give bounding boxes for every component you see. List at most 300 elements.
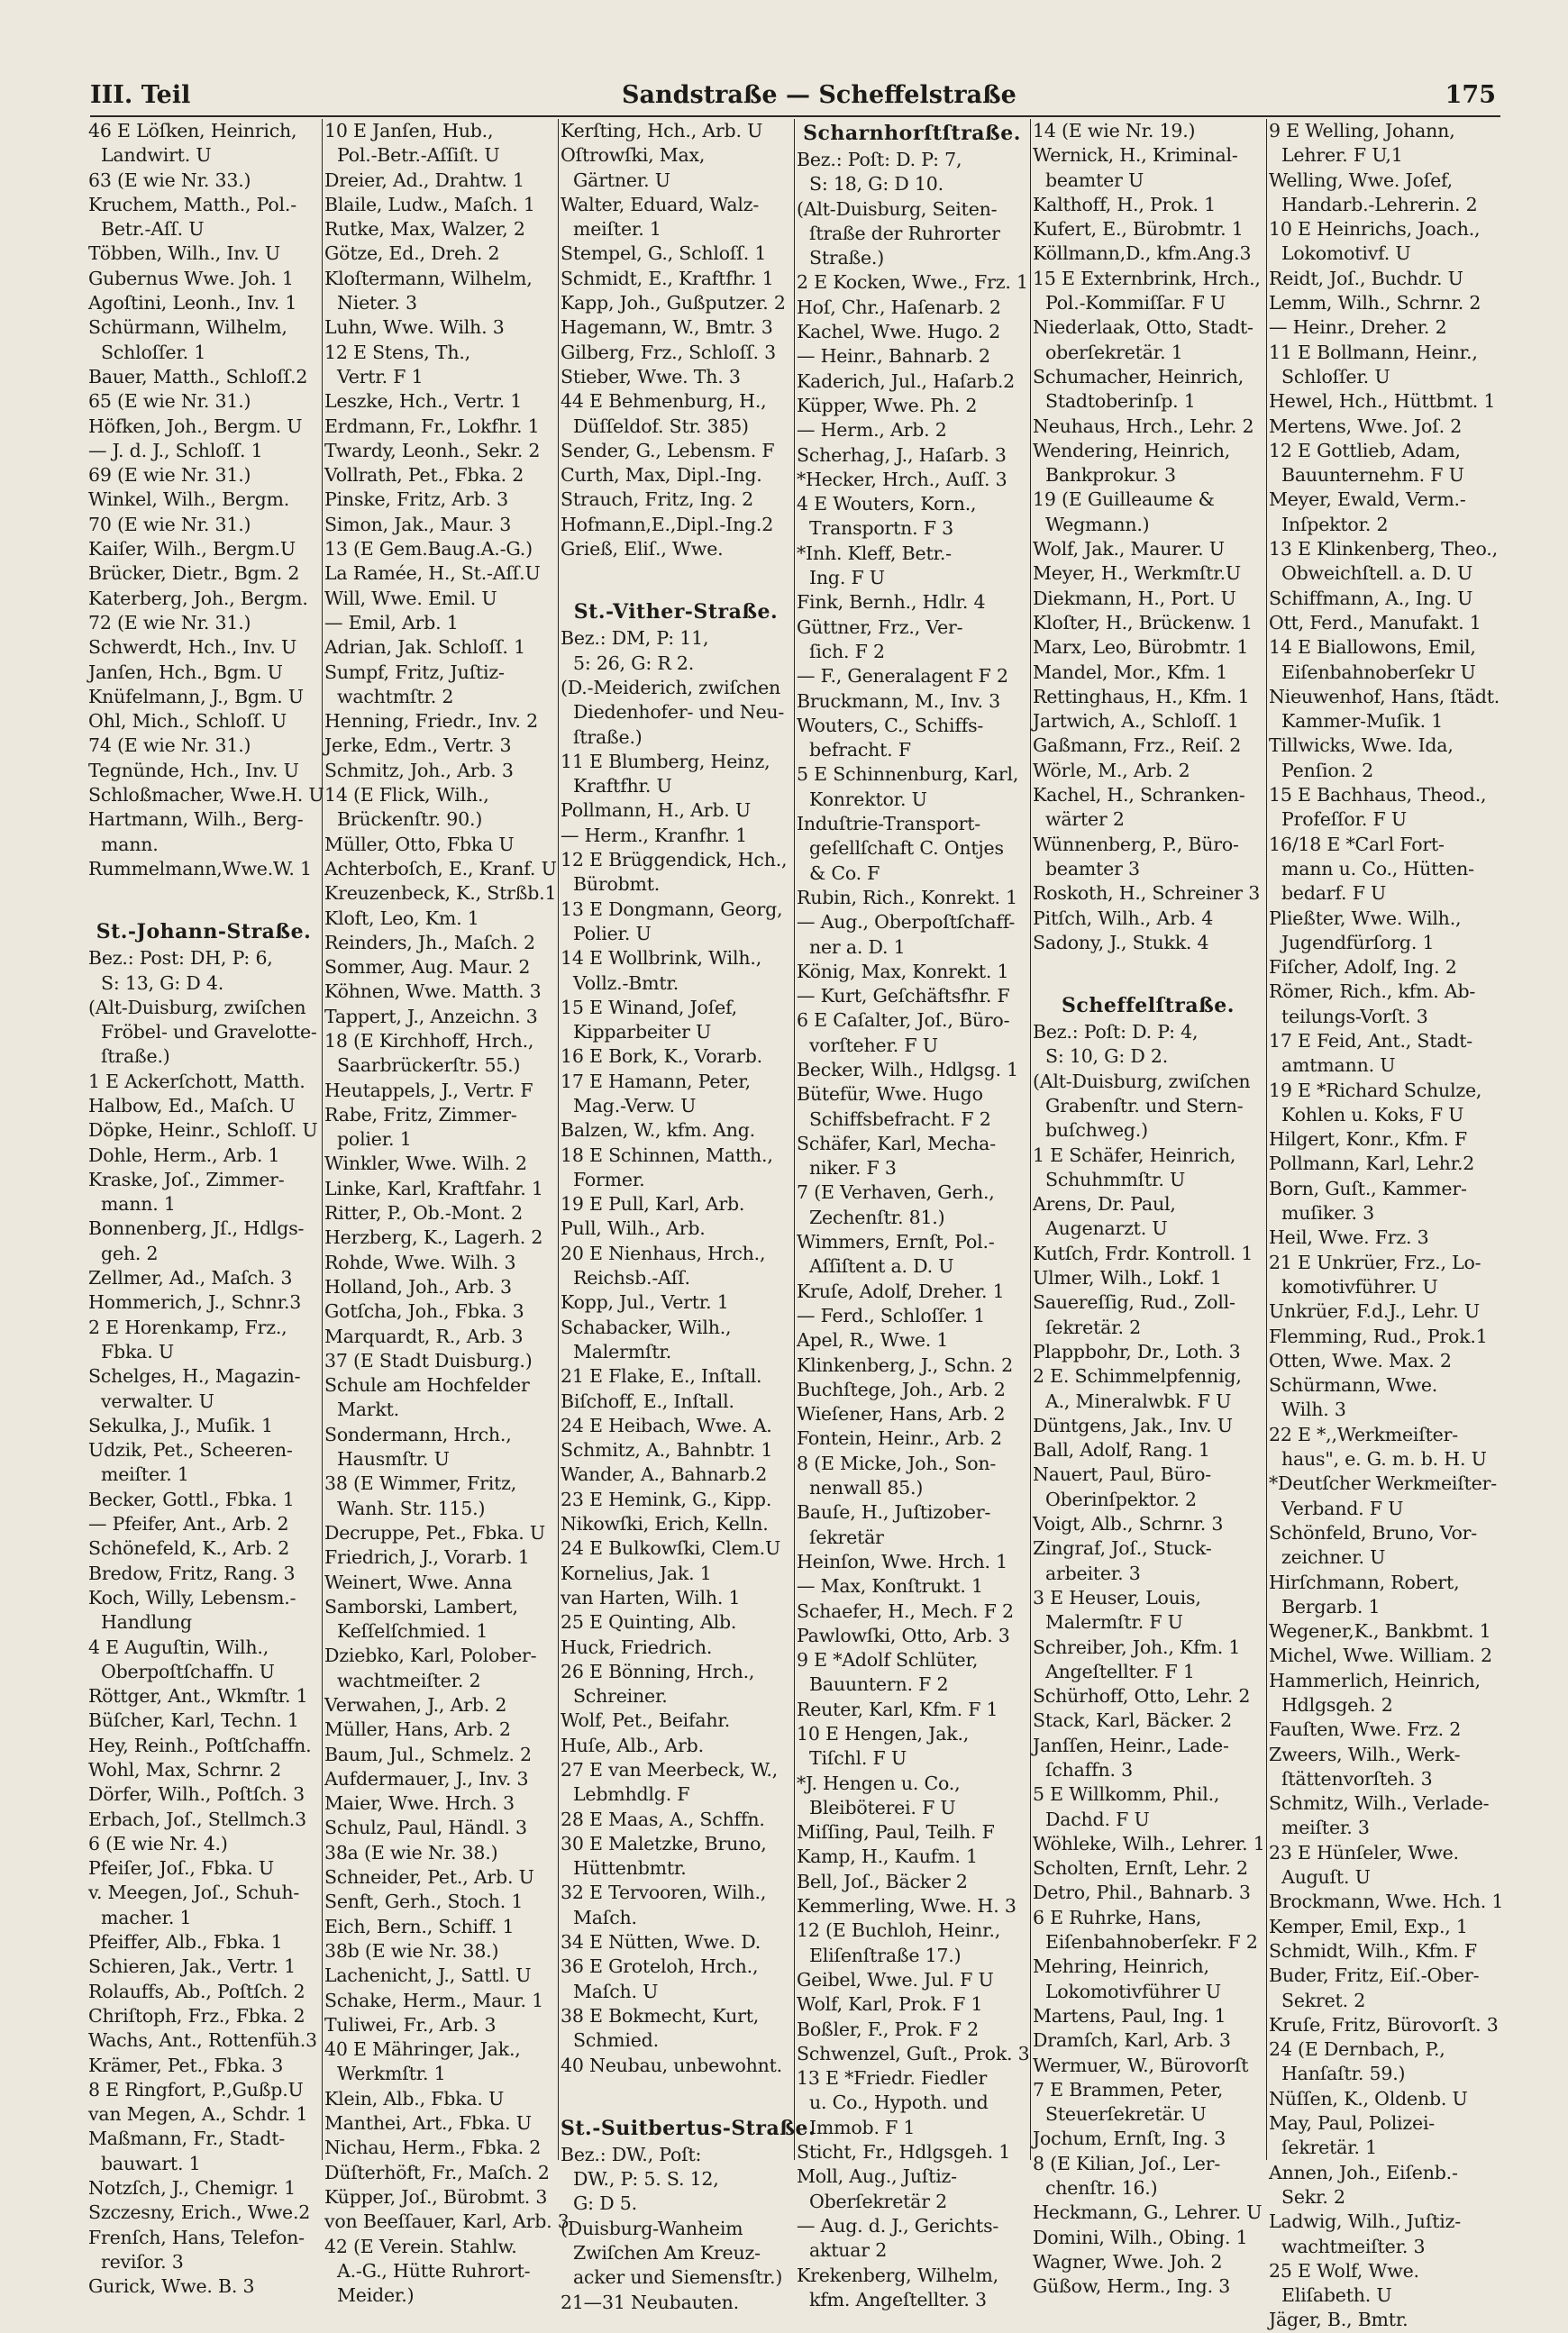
directory-entry: Lemm, Wilh., Schrnr. 2 bbox=[1269, 292, 1481, 314]
directory-entry: Kerſting, Hch., Arb. U bbox=[561, 120, 763, 141]
directory-entry: 12 E Brüggendick, Hch., bbox=[561, 849, 788, 871]
column-6 bbox=[1267, 119, 1504, 2331]
entry-continuation: ſtraße.) bbox=[573, 725, 643, 748]
directory-entry: Düntgens, Jak., Inv. U bbox=[1033, 1414, 1233, 1436]
entry-continuation: Handlung bbox=[101, 1611, 192, 1634]
directory-entry: Schwenzel, Guſt., Prok. 3 bbox=[797, 2042, 1030, 2064]
column-2 bbox=[323, 119, 570, 2307]
entry-continuation: Bankprokur. 3 bbox=[1045, 464, 1176, 487]
directory-entry: (Alt-Duisburg, Seiten- bbox=[797, 197, 998, 220]
entry-continuation: DW., P: 5. S. 12, bbox=[573, 2168, 719, 2191]
entry-continuation: Auguſt. U bbox=[1281, 1866, 1371, 1889]
directory-entry: 17 E Hamann, Peter, bbox=[561, 1070, 751, 1092]
directory-entry: Sondermann, Hrch., bbox=[324, 1423, 512, 1445]
entry-continuation: Maſch. U bbox=[573, 1980, 659, 2002]
directory-entry: 17 E Feid, Ant., Stadt- bbox=[1269, 1029, 1473, 1052]
directory-entry: Bez.: Post: DH, P: 6, bbox=[88, 947, 273, 970]
directory-entry: 12 E Gottlieb, Adam, bbox=[1269, 439, 1461, 461]
directory-entry: Hartmann, Wilh., Berg- bbox=[88, 808, 304, 831]
entry-continuation: Brückenſtr. 90.) bbox=[337, 808, 483, 831]
directory-entry: Dziebko, Karl, Polober- bbox=[324, 1645, 537, 1667]
entry-continuation: Schmied. bbox=[573, 2029, 659, 2052]
directory-entry: Tillwicks, Wwe. Ida, bbox=[1269, 734, 1454, 757]
entry-continuation: Penſion. 2 bbox=[1281, 759, 1373, 781]
entry-continuation: Oberſekretär 2 bbox=[809, 2190, 947, 2212]
entry-continuation: Hanſaſtr. 59.) bbox=[1281, 2063, 1406, 2085]
directory-entry: 30 E Maletzke, Bruno, bbox=[561, 1832, 767, 1855]
directory-entry: Wimmers, Ernſt, Pol.- bbox=[797, 1231, 995, 1253]
entry-continuation: Transportn. F 3 bbox=[809, 517, 953, 540]
directory-entry: Friedrich, J., Vorarb. 1 bbox=[324, 1546, 530, 1569]
directory-entry: 14 E Biallowons, Emil, bbox=[1269, 636, 1476, 659]
entry-continuation: Malermſtr. bbox=[573, 1340, 672, 1362]
directory-entry: Köllmann,D., kfm.Ang.3 bbox=[1033, 242, 1252, 265]
entry-continuation: ſekretär. 2 bbox=[1045, 1316, 1141, 1338]
directory-entry: Schmitz, Joh., Arb. 3 bbox=[324, 759, 514, 781]
entry-continuation: nenwall 85.) bbox=[809, 1477, 924, 1499]
entry-continuation: Eiſenbahnoberſekr U bbox=[1281, 661, 1476, 683]
directory-entry: 11 E Blumberg, Heinz, bbox=[561, 750, 770, 772]
entry-continuation: S: 13, G: D 4. bbox=[101, 971, 224, 994]
directory-entry: Szczesny, Erich., Wwe.2 bbox=[88, 2201, 311, 2224]
directory-entry: Fauſten, Wwe. Frz. 2 bbox=[1269, 1718, 1462, 1741]
directory-entry: Rutke, Max, Walzer, 2 bbox=[324, 218, 525, 241]
entry-continuation: Dachd. F U bbox=[1045, 1808, 1150, 1830]
directory-entry: — Heinr., Dreher. 2 bbox=[1269, 316, 1447, 339]
entry-continuation: Tiſchl. F U bbox=[809, 1747, 907, 1770]
directory-entry: Sadony, J., Stukk. 4 bbox=[1033, 931, 1209, 953]
entry-continuation: Werkmſtr. 1 bbox=[337, 2063, 446, 2085]
directory-entry: Zingraf, Joſ., Stuck- bbox=[1033, 1537, 1212, 1560]
entry-continuation: teilungs-Vorſt. 3 bbox=[1281, 1005, 1428, 1027]
directory-entry: Kutſch, Frdr. Kontroll. 1 bbox=[1033, 1242, 1253, 1264]
directory-entry: Blaile, Ludw., Maſch. 1 bbox=[324, 193, 535, 215]
entry-continuation: Kammer-Muſik. 1 bbox=[1281, 710, 1444, 733]
directory-entry: Wernick, H., Kriminal- bbox=[1033, 144, 1238, 167]
directory-entry: Grieß, Eliſ., Wwe. bbox=[561, 538, 724, 560]
directory-entry: 10 E Janſen, Hub., bbox=[324, 120, 494, 141]
directory-entry: 9 E *Adolf Schlüter, bbox=[797, 1649, 979, 1672]
entry-continuation: Wilh. 3 bbox=[1281, 1399, 1346, 1421]
directory-entry: 19 E *Richard Schulze, bbox=[1269, 1079, 1482, 1101]
directory-entry: Güßow, Herm., Ing. 3 bbox=[1033, 2275, 1231, 2298]
column-5 bbox=[1031, 119, 1267, 2298]
directory-entry: Nieuwenhof, Hans, ſtädt. bbox=[1269, 685, 1500, 707]
entry-continuation: bedarf. F U bbox=[1281, 882, 1387, 905]
entry-continuation: meiſter. 3 bbox=[1281, 1817, 1370, 1839]
directory-entry: 4 E Wouters, Korn., bbox=[797, 493, 977, 515]
section-gap bbox=[561, 561, 791, 579]
entry-continuation: Schloſſer. U bbox=[1281, 365, 1390, 387]
directory-entry: Balzen, W., kfm. Ang. bbox=[561, 1119, 755, 1142]
entry-continuation: Kipparbeiter U bbox=[573, 1021, 712, 1043]
entry-continuation: kfm. Angeſtellter. 3 bbox=[809, 2288, 987, 2310]
directory-entry: *Hecker, Hrch., Auſſ. 3 bbox=[797, 468, 1007, 490]
directory-entry: 38b (E wie Nr. 38.) bbox=[324, 1939, 499, 1962]
entry-continuation: Handarb.-Lehrerin. 2 bbox=[1281, 193, 1478, 215]
directory-entry: — Ferd., Schloſſer. 1 bbox=[797, 1304, 986, 1326]
directory-entry: Schabacker, Wilh., bbox=[561, 1316, 732, 1338]
directory-entry: Kruchem, Matth., Pol.- bbox=[88, 193, 296, 215]
header-rule bbox=[90, 115, 1500, 117]
directory-entry: Bruckmann, M., Inv. 3 bbox=[797, 689, 1000, 712]
directory-entry: — Herm., Kranfhr. 1 bbox=[561, 824, 747, 846]
directory-entry: Martens, Paul, Ing. 1 bbox=[1033, 2004, 1226, 2027]
directory-entry: Nichau, Herm., Fbka. 2 bbox=[324, 2137, 542, 2159]
directory-entry: Bez.: Poſt: D. P: 4, bbox=[1033, 1021, 1199, 1043]
directory-entry: 8 E Ringfort, P.,Gußp.U bbox=[88, 2078, 304, 2101]
entry-continuation: Zwiſchen Am Kreuz- bbox=[573, 2242, 761, 2265]
directory-entry: 3 E Heuser, Louis, bbox=[1033, 1586, 1201, 1608]
entry-continuation: A., Mineralwbk. F U bbox=[1045, 1390, 1232, 1412]
directory-entry: Schmidt, E., Kraftfhr. 1 bbox=[561, 267, 774, 289]
directory-entry: Ball, Adolf, Rang. 1 bbox=[1033, 1439, 1210, 1462]
directory-entry: Stempel, G., Schloſſ. 1 bbox=[561, 242, 767, 265]
directory-entry: Küpper, Joſ., Bürobmt. 3 bbox=[324, 2185, 548, 2208]
directory-entry: Pawlowſki, Otto, Arb. 3 bbox=[797, 1624, 1010, 1646]
directory-entry: Döpke, Heinr., Schloſſ. U bbox=[88, 1119, 318, 1142]
directory-entry: Manthei, Art., Fbka. U bbox=[324, 2112, 532, 2135]
directory-entry: Kruſe, Adolf, Dreher. 1 bbox=[797, 1280, 1005, 1302]
entry-continuation: Polier. U bbox=[573, 922, 652, 944]
entry-continuation: ſtättenvorſteh. 3 bbox=[1281, 1767, 1433, 1790]
directory-entry: Sender, G., Lebensm. F bbox=[561, 439, 775, 461]
directory-entry: Hilgert, Konr., Kfm. F bbox=[1269, 1128, 1467, 1151]
running-header bbox=[90, 81, 1496, 117]
entry-continuation: Zechenſtr. 81.) bbox=[809, 1206, 945, 1228]
directory-entry: — Aug. d. J., Gerichts- bbox=[797, 2214, 999, 2237]
directory-entry: Schmitz, Wilh., Verlade- bbox=[1269, 1792, 1490, 1815]
entry-continuation: ſekretär bbox=[809, 1526, 884, 1548]
entry-continuation: Fröbel- und Gravelotte- bbox=[101, 1021, 317, 1043]
column-4 bbox=[795, 119, 1031, 2310]
entry-continuation: haus", e. G. m. b. H. U bbox=[1281, 1448, 1487, 1471]
directory-entry: Herzberg, K., Lagerh. 2 bbox=[324, 1226, 543, 1249]
directory-entry: Stieber, Wwe. Th. 3 bbox=[561, 365, 741, 387]
directory-entry: Katerberg, Joh., Bergm. bbox=[88, 587, 308, 609]
directory-entry: Schieren, Jak., Vertr. 1 bbox=[88, 1955, 296, 1978]
directory-entry: Chriſtoph, Frz., Fbka. 2 bbox=[88, 2004, 305, 2027]
entry-continuation: Oberinſpektor. 2 bbox=[1045, 1488, 1197, 1510]
directory-entry: Marx, Leo, Bürobmtr. 1 bbox=[1033, 636, 1249, 659]
directory-entry: Güttner, Frz., Ver- bbox=[797, 615, 963, 638]
directory-entry: Brücker, Dietr., Bgm. 2 bbox=[88, 562, 300, 585]
directory-entry: 15 E Externbrink, Hrch., bbox=[1033, 267, 1261, 289]
directory-entry: 24 E Bulkowſki, Clem.U bbox=[561, 1537, 781, 1560]
entry-continuation: Eliſenſtraße 17.) bbox=[809, 1944, 962, 1966]
directory-entry: 20 E Nienhaus, Hrch., bbox=[561, 1242, 766, 1264]
directory-entry: Udzik, Pet., Scheeren- bbox=[88, 1439, 293, 1462]
column-3 bbox=[559, 119, 816, 2313]
entry-continuation: Augenarzt. U bbox=[1045, 1217, 1168, 1240]
directory-entry: Wöhleke, Wilh., Lehrer. 1 bbox=[1033, 1832, 1265, 1855]
directory-entry: Halbow, Ed., Maſch. U bbox=[88, 1094, 296, 1116]
directory-entry: Diekmann, H., Port. U bbox=[1033, 587, 1236, 609]
directory-entry: Schumacher, Heinrich, bbox=[1033, 365, 1244, 387]
directory-entry: 13 (E Gem.Baug.A.-G.) bbox=[324, 538, 533, 560]
directory-entry: Rubin, Rich., Konrekt. 1 bbox=[797, 886, 1017, 908]
directory-entry: 19 (E Guilleaume & bbox=[1033, 488, 1215, 511]
entry-continuation: mann u. Co., Hütten- bbox=[1281, 857, 1474, 879]
directory-entry: 16/18 E *Carl Fort- bbox=[1269, 833, 1445, 855]
entry-continuation: zeichner. U bbox=[1281, 1546, 1386, 1569]
directory-entry: Buchſtege, Joh., Arb. 2 bbox=[797, 1378, 1006, 1400]
directory-entry: 24 (E Dernbach, P., bbox=[1269, 2038, 1445, 2061]
entry-continuation: Hüttenbmtr. bbox=[573, 1857, 687, 1880]
directory-entry: 15 E Bachhaus, Theod., bbox=[1269, 784, 1487, 807]
directory-entry: 46 E Löſken, Heinrich, bbox=[88, 120, 297, 141]
directory-entry: Nüſſen, K., Oldenb. U bbox=[1269, 2087, 1468, 2110]
entry-continuation: ſtraße der Ruhrorter bbox=[809, 222, 1000, 244]
directory-entry: 28 E Maas, A., Schffn. bbox=[561, 1808, 765, 1830]
directory-entry: 5 E Schinnenburg, Karl, bbox=[797, 763, 1019, 786]
directory-entry: Sumpf, Fritz, Juſtiz- bbox=[324, 661, 505, 683]
directory-entry: Wolf, Karl, Prok. F 1 bbox=[797, 1993, 983, 2016]
entry-continuation: Sekr. 2 bbox=[1281, 2185, 1345, 2208]
directory-entry: La Ramée, H., St.-Aſſ.U bbox=[324, 562, 541, 585]
directory-entry: Wermuer, W., Bürovorſt bbox=[1033, 2054, 1249, 2076]
directory-entry: Pull, Wilh., Arb. bbox=[561, 1217, 706, 1240]
entry-continuation: S: 18, G: D 10. bbox=[809, 173, 944, 196]
entry-continuation: Oberpoſtſchaffn. U bbox=[101, 1660, 275, 1682]
directory-entry: 23 E Hünſeler, Wwe. bbox=[1269, 1841, 1459, 1864]
entry-continuation: oberſekretär. 1 bbox=[1045, 341, 1183, 363]
entry-continuation: Stadtoberinſp. 1 bbox=[1045, 390, 1196, 413]
directory-entry: Welling, Wwe. Joſef, bbox=[1269, 169, 1453, 191]
entry-continuation: Grabenſtr. und Stern- bbox=[1045, 1094, 1244, 1116]
directory-entry: 1 E Schäfer, Heinrich, bbox=[1033, 1144, 1236, 1166]
street-range-title: Sandstraße — Scheffelstraße bbox=[622, 81, 1016, 109]
page-number: 175 bbox=[1445, 81, 1496, 109]
directory-entry: 27 E van Meerbeck, W., bbox=[561, 1759, 778, 1781]
directory-entry: Kopp, Jul., Vertr. 1 bbox=[561, 1291, 729, 1314]
street-heading: Scheffelſtraße. bbox=[1062, 994, 1235, 1018]
directory-entry: Pollmann, H., Arb. U bbox=[561, 799, 751, 822]
directory-entry: Pollmann, Karl, Lehr.2 bbox=[1269, 1153, 1475, 1175]
directory-entry: Pinske, Fritz, Arb. 3 bbox=[324, 488, 508, 511]
directory-entry: 14 (E Flick, Wilh., bbox=[324, 784, 489, 807]
directory-entry: Kraske, Joſ., Zimmer- bbox=[88, 1168, 285, 1190]
directory-entry: 19 E Pull, Karl, Arb. bbox=[561, 1193, 745, 1216]
directory-entry: Mertens, Wwe. Joſ. 2 bbox=[1269, 415, 1463, 437]
directory-entry: 40 Neubau, unbewohnt. bbox=[561, 2054, 782, 2076]
entry-continuation: Gärtner. U bbox=[573, 169, 670, 191]
directory-entry: Wegener,K., Bankbmt. 1 bbox=[1269, 1620, 1491, 1643]
entry-continuation: ſich. F 2 bbox=[809, 640, 885, 662]
directory-entry: 72 (E wie Nr. 31.) bbox=[88, 611, 251, 633]
directory-entry: Moll, Aug., Juſtiz- bbox=[797, 2165, 957, 2188]
directory-entry: Sommer, Aug. Maur. 2 bbox=[324, 956, 531, 979]
directory-entry: Meyer, H., Werkmſtr.U bbox=[1033, 562, 1241, 585]
directory-entry: Schaefer, H., Mech. F 2 bbox=[797, 1599, 1014, 1622]
directory-entry: — Pfeifer, Ant., Arb. 2 bbox=[88, 1513, 289, 1536]
entry-continuation: Lehrer. F U,1 bbox=[1281, 144, 1403, 167]
directory-entry: Reidt, Joſ., Buchdr. U bbox=[1269, 267, 1463, 289]
directory-entry: Holland, Joh., Arb. 3 bbox=[324, 1275, 512, 1298]
directory-entry: Detro, Phil., Bahnarb. 3 bbox=[1033, 1882, 1251, 1904]
entry-continuation: buſchweg.) bbox=[1045, 1119, 1148, 1142]
directory-entry: König, Max, Konrekt. 1 bbox=[797, 960, 1009, 982]
directory-entry: 37 (E Stadt Duisburg.) bbox=[324, 1349, 533, 1372]
entry-continuation: Schreiner. bbox=[573, 1685, 668, 1708]
entry-continuation: Straße.) bbox=[809, 247, 885, 269]
entry-continuation: Mag.-Verw. U bbox=[573, 1094, 697, 1116]
directory-entry: Kachel, H., Schranken- bbox=[1033, 784, 1245, 807]
entry-continuation: Vertr. F 1 bbox=[337, 365, 424, 387]
directory-entry: — Aug., Oberpoſtſchaff- bbox=[797, 911, 1016, 934]
directory-entry: Zellmer, Ad., Maſch. 3 bbox=[88, 1267, 293, 1290]
directory-entry: 26 E Bönning, Hrch., bbox=[561, 1660, 755, 1682]
directory-entry: Többen, Wilh., Inv. U bbox=[88, 242, 280, 265]
directory-entry: Janſen, Hch., Bgm. U bbox=[88, 661, 283, 683]
entry-continuation: verwalter. U bbox=[101, 1390, 214, 1412]
directory-entry: Strauch, Fritz, Ing. 2 bbox=[561, 488, 753, 511]
directory-entry: Baum, Jul., Schmelz. 2 bbox=[324, 1743, 532, 1765]
directory-entry: Maier, Wwe. Hrch. 3 bbox=[324, 1792, 515, 1815]
directory-entry: Mehring, Heinrich, bbox=[1033, 1955, 1209, 1978]
directory-entry: Twardy, Leonh., Sekr. 2 bbox=[324, 439, 541, 461]
directory-entry: Rolauffs, Ab., Poſtſch. 2 bbox=[88, 1980, 305, 2002]
directory-entry: Henning, Friedr., Inv. 2 bbox=[324, 710, 538, 733]
directory-entry: Bauſe, H., Juſtizober- bbox=[797, 1501, 991, 1524]
directory-entry: Domini, Wilh., Obing. 1 bbox=[1033, 2226, 1248, 2248]
directory-entry: Kamp, H., Kaufm. 1 bbox=[797, 1845, 978, 1868]
directory-entry: Agoſtini, Leonh., Inv. 1 bbox=[88, 292, 297, 314]
directory-entry: 6 (E wie Nr. 4.) bbox=[88, 1832, 228, 1855]
directory-entry: Kaderich, Jul., Haſarb.2 bbox=[797, 369, 1015, 392]
directory-entry: Weinert, Wwe. Anna bbox=[324, 1571, 513, 1593]
directory-entry: Klein, Alb., Fbka. U bbox=[324, 2087, 505, 2110]
entry-continuation: Malermſtr. F U bbox=[1045, 1611, 1183, 1634]
directory-entry: Heinſon, Wwe. Hrch. 1 bbox=[797, 1550, 1007, 1572]
entry-continuation: polier. 1 bbox=[337, 1128, 412, 1151]
directory-entry: Boßler, F., Prok. F 2 bbox=[797, 2018, 979, 2040]
directory-entry: Wörle, M., Arb. 2 bbox=[1033, 759, 1190, 781]
directory-entry: Gilberg, Frz., Schloſſ. 3 bbox=[561, 341, 776, 363]
directory-entry: van Megen, A., Schdr. 1 bbox=[88, 2103, 308, 2126]
entry-continuation: Eiſenbahnoberſekr. F 2 bbox=[1045, 1931, 1258, 1954]
directory-entry: 74 (E wie Nr. 31.) bbox=[88, 734, 251, 757]
directory-entry: Fontein, Heinr., Arb. 2 bbox=[797, 1427, 1002, 1450]
directory-entry: Pließter, Wwe. Wilh., bbox=[1269, 907, 1462, 929]
directory-entry: Otten, Wwe. Max. 2 bbox=[1269, 1349, 1452, 1372]
directory-entry: 38 E Bokmecht, Kurt, bbox=[561, 2004, 760, 2027]
directory-entry: Schneider, Pet., Arb. U bbox=[324, 1866, 534, 1889]
directory-entry: Aufdermauer, J., Inv. 3 bbox=[324, 1767, 529, 1790]
directory-entry: Erbach, Joſ., Stellmch.3 bbox=[88, 1808, 306, 1830]
directory-entry: Becker, Gottl., Fbka. 1 bbox=[88, 1488, 295, 1510]
directory-entry: 36 E Groteloh, Hrch., bbox=[561, 1955, 759, 1978]
entry-continuation: Bürobmt. bbox=[573, 873, 661, 896]
directory-entry: 10 E Heinrichs, Joach., bbox=[1269, 218, 1481, 241]
directory-entry: Hammerlich, Heinrich, bbox=[1269, 1669, 1481, 1691]
entry-continuation: G: D 5. bbox=[573, 2192, 637, 2215]
directory-entry: Erdmann, Fr., Lokfhr. 1 bbox=[324, 415, 540, 437]
directory-entry: 14 E Wollbrink, Wilh., bbox=[561, 947, 762, 970]
entry-continuation: Fbka. U bbox=[101, 1340, 174, 1362]
directory-entry: Annen, Joh., Eiſenb.- bbox=[1269, 2161, 1458, 2183]
entry-continuation: Reichsb.-Aſſ. bbox=[573, 1267, 690, 1290]
directory-entry: Born, Guſt., Kammer- bbox=[1269, 1177, 1467, 1199]
directory-entry: Wendering, Heinrich, bbox=[1033, 439, 1231, 461]
directory-entry: Schwerdt, Hch., Inv. U bbox=[88, 636, 297, 659]
directory-entry: 21 E Unkrüer, Frz., Lo- bbox=[1269, 1251, 1481, 1273]
directory-entry: — Kurt, Geſchäftsfhr. F bbox=[797, 985, 1010, 1007]
directory-entry: Notzſch, J., Chemigr. 1 bbox=[88, 2177, 296, 2200]
directory-entry: Oſtrowſki, Max, bbox=[561, 144, 706, 167]
directory-entry: 38a (E wie Nr. 38.) bbox=[324, 1841, 498, 1864]
directory-entry: Winkler, Wwe. Wilh. 2 bbox=[324, 1153, 527, 1175]
directory-entry: Gaßmann, Frz., Reiſ. 2 bbox=[1033, 734, 1242, 757]
directory-entry: 7 (E Verhaven, Gerh., bbox=[797, 1181, 995, 1204]
section-gap bbox=[1033, 955, 1263, 973]
directory-entry: 16 E Bork, K., Vorarb. bbox=[561, 1045, 762, 1068]
directory-entry: 13 E *Friedr. Fiedler bbox=[797, 2067, 988, 2090]
entry-continuation: geſellſchaft C. Ontjes bbox=[809, 837, 1004, 860]
directory-entry: Nauert, Paul, Büro- bbox=[1033, 1463, 1211, 1486]
directory-entry: *Inh. Kleff, Betr.- bbox=[797, 542, 952, 564]
street-heading: St.-Vither-Straße. bbox=[573, 600, 779, 624]
entry-continuation: Düſſeldof. Str. 385) bbox=[573, 415, 749, 437]
entry-continuation: Pol.-Betr.-Aſſiſt. U bbox=[337, 144, 500, 167]
directory-entry: Meyer, Ewald, Verm.- bbox=[1269, 488, 1466, 511]
entry-continuation: Lokomotivführer U bbox=[1045, 1980, 1221, 2002]
entry-continuation: bauwart. 1 bbox=[101, 2152, 201, 2174]
directory-entry: 15 E Winand, Joſef, bbox=[561, 996, 737, 1018]
directory-entry: van Harten, Wilh. 1 bbox=[561, 1586, 741, 1608]
directory-entry: Röttger, Ant., Wkmſtr. 1 bbox=[88, 1685, 308, 1708]
directory-entry: 32 E Tervooren, Wilh., bbox=[561, 1882, 767, 1904]
directory-entry: Krämer, Pet., Fbka. 3 bbox=[88, 2054, 284, 2076]
directory-entry: Jartwich, A., Schloſſ. 1 bbox=[1033, 710, 1239, 733]
entry-continuation: arbeiter. 3 bbox=[1045, 1562, 1141, 1584]
directory-entry: 25 E Wolf, Wwe. bbox=[1269, 2259, 1419, 2282]
entry-continuation: 5: 26, G: R 2. bbox=[573, 652, 695, 674]
directory-entry: 4 E Auguſtin, Wilh., bbox=[88, 1636, 269, 1658]
directory-entry: Wouters, C., Schiffs- bbox=[797, 714, 984, 736]
directory-entry: Hirſchmann, Robert, bbox=[1269, 1571, 1460, 1593]
directory-entry: 18 E Schinnen, Matth., bbox=[561, 1144, 773, 1166]
entry-continuation: geh. 2 bbox=[101, 1242, 159, 1264]
directory-entry: — Emil, Arb. 1 bbox=[324, 611, 459, 633]
street-heading: Scharnhorſtſtraße. bbox=[803, 122, 1021, 145]
section-gap bbox=[561, 2078, 791, 2096]
entry-continuation: ſekretär. 1 bbox=[1281, 2137, 1377, 2159]
directory-entry: Kloſtermann, Wilhelm, bbox=[324, 267, 533, 289]
directory-entry: Curth, Max, Dipl.-Ing. bbox=[561, 464, 762, 487]
directory-entry: Linke, Karl, Kraftfahr. 1 bbox=[324, 1177, 543, 1199]
entry-continuation: wachtmſtr. 2 bbox=[337, 685, 454, 707]
directory-entry: Biſchoff, E., Inſtall. bbox=[561, 1390, 734, 1412]
directory-entry: Kemmerling, Wwe. H. 3 bbox=[797, 1895, 1016, 1918]
directory-entry: Hey, Reinh., Poſtſchaffn. bbox=[88, 1734, 312, 1756]
directory-entry: Bez.: Poſt: D. P: 7, bbox=[797, 149, 962, 170]
entry-continuation: Meider.) bbox=[337, 2284, 415, 2307]
directory-entry: von Beeſſauer, Karl, Arb. 3 bbox=[324, 2210, 570, 2233]
directory-entry: Gurick, Wwe. B. 3 bbox=[88, 2275, 255, 2298]
entry-continuation: Bauunternehm. F U bbox=[1281, 464, 1464, 487]
entry-continuation: Obweichſtell. a. D. U bbox=[1281, 562, 1473, 585]
directory-entry: Dreier, Ad., Drahtw. 1 bbox=[324, 169, 524, 191]
directory-entry: Simon, Jak., Maur. 3 bbox=[324, 513, 512, 535]
directory-entry: 38 (E Wimmer, Fritz, bbox=[324, 1472, 517, 1495]
directory-entry: *Deutſcher Werkmeiſter- bbox=[1269, 1472, 1497, 1495]
directory-entry: Zweers, Wilh., Werk- bbox=[1269, 1743, 1461, 1765]
directory-entry: Janſſen, Heinr., Lade- bbox=[1033, 1734, 1229, 1756]
directory-entry: Senft, Gerh., Stoch. 1 bbox=[324, 1891, 524, 1913]
directory-entry: Schmidt, Wilh., Kfm. F bbox=[1269, 1939, 1477, 1962]
directory-entry: — Heinr., Bahnarb. 2 bbox=[797, 345, 990, 368]
